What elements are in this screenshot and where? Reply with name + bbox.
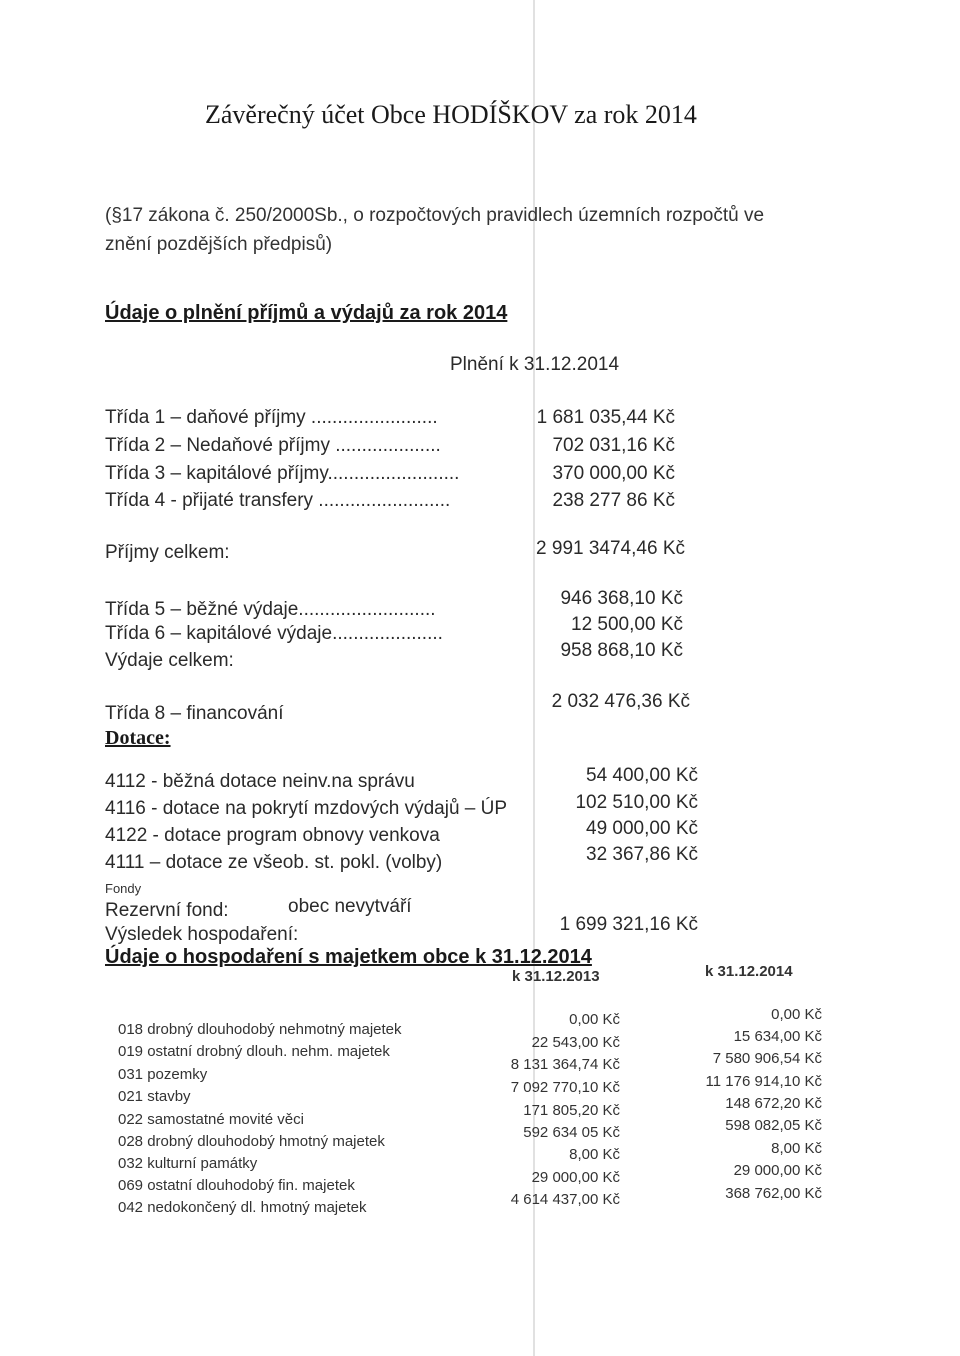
reserve-fund-text: obec nevytváří (288, 896, 412, 917)
asset-header-2013: k 31.12.2013 (512, 968, 600, 985)
class-1-value: 1 681 035,44 Kč (536, 407, 675, 428)
class-4-label: Třída 4 - přijaté transfery ......................... (105, 490, 451, 511)
class-2-label: Třída 2 – Nedaňové příjmy .................... (105, 435, 441, 456)
class-3-value: 370 000,00 Kč (552, 463, 675, 484)
expense-class-5-label: Třída 5 – běžné výdaje.......................... (105, 599, 436, 620)
financing-value: 2 032 476,36 Kč (551, 691, 690, 712)
asset-069-2013: 29 000,00 Kč (531, 1169, 620, 1186)
dotace-4116-value: 102 510,00 Kč (575, 792, 698, 813)
expense-class-5-value: 946 368,10 Kč (560, 588, 683, 609)
asset-031-2014: 7 580 906,54 Kč (712, 1050, 822, 1067)
asset-028-label: 028 drobný dlouhodobý hmotný majetek (118, 1133, 385, 1150)
asset-022-2014: 148 672,20 Kč (725, 1095, 822, 1112)
asset-028-2013: 592 634 05 Kč (523, 1124, 620, 1141)
expense-class-6-label: Třída 6 – kapitálové výdaje..................... (105, 623, 443, 644)
asset-069-2014: 29 000,00 Kč (733, 1162, 822, 1179)
financing-label: Třída 8 – financování (105, 703, 284, 724)
result-value: 1 699 321,16 Kč (559, 914, 698, 935)
subtitle-line-2: znění pozdějších předpisů) (105, 234, 333, 255)
class-4-value: 238 277 86 Kč (552, 490, 675, 511)
reserve-fund-label: Rezervní fond: (105, 900, 229, 921)
asset-018-2013: 0,00 Kč (569, 1011, 620, 1028)
asset-032-2014: 8,00 Kč (771, 1140, 822, 1157)
class-3-label: Třída 3 – kapitálové příjmy......................... (105, 463, 460, 484)
dotace-heading: Dotace: (105, 727, 171, 749)
result-label: Výsledek hospodaření: (105, 924, 299, 945)
income-total-label: Příjmy celkem: (105, 542, 230, 563)
asset-021-2014: 11 176 914,10 Kč (705, 1073, 822, 1090)
dotace-4116-label: 4116 - dotace na pokrytí mzdových výdajů – ÚP (105, 798, 508, 819)
asset-032-2013: 8,00 Kč (569, 1146, 620, 1163)
class-2-value: 702 031,16 Kč (552, 435, 675, 456)
asset-header-2014: k 31.12.2014 (705, 963, 793, 980)
asset-022-label: 022 samostatné movité věci (118, 1111, 304, 1128)
plneni-header: Plnění k 31.12.2014 (450, 354, 620, 375)
expense-class-6-value: 12 500,00 Kč (571, 614, 683, 635)
asset-042-label: 042 nedokončený dl. hmotný majetek (118, 1199, 367, 1216)
expenses-total-label: Výdaje celkem: (105, 650, 234, 671)
section-heading-income: Údaje o plnění příjmů a výdajů za rok 2014 (105, 302, 508, 324)
asset-021-2013: 7 092 770,10 Kč (510, 1079, 620, 1096)
asset-019-2014: 15 634,00 Kč (733, 1028, 822, 1045)
dotace-4112-label: 4112 - běžná dotace neinv.na správu (105, 771, 415, 792)
expenses-total-value: 958 868,10 Kč (560, 640, 683, 661)
asset-042-2013: 4 614 437,00 Kč (510, 1191, 620, 1208)
dotace-4122-value: 49 000,00 Kč (586, 818, 698, 839)
asset-069-label: 069 ostatní dlouhodobý fin. majetek (118, 1177, 355, 1194)
asset-018-2014: 0,00 Kč (771, 1006, 822, 1023)
asset-031-2013: 8 131 364,74 Kč (510, 1056, 620, 1073)
subtitle-line-1: (§17 zákona č. 250/2000Sb., o rozpočtových pravidlech územních rozpočtů ve (105, 205, 765, 226)
asset-019-label: 019 ostatní drobný dlouh. nehm. majetek (118, 1043, 390, 1060)
asset-022-2013: 171 805,20 Kč (523, 1102, 620, 1119)
dotace-4112-value: 54 400,00 Kč (586, 765, 698, 786)
section-heading-assets: Údaje o hospodaření s majetkem obce k 31.12.2014 (105, 946, 592, 968)
asset-042-2014: 368 762,00 Kč (725, 1185, 822, 1202)
income-total-value: 2 991 3474,46 Kč (536, 538, 685, 559)
asset-031-label: 031 pozemky (118, 1066, 208, 1083)
dotace-4111-value: 32 367,86 Kč (586, 844, 698, 865)
asset-018-label: 018 drobný dlouhodobý nehmotný majetek (118, 1021, 402, 1038)
page-title: Závěrečný účet Obce HODÍŠKOV za rok 2014 (205, 100, 697, 129)
asset-028-2014: 598 082,05 Kč (725, 1117, 822, 1134)
asset-021-label: 021 stavby (118, 1088, 191, 1105)
dotace-4111-label: 4111 – dotace ze všeob. st. pokl. (volby) (105, 852, 443, 873)
class-1-label: Třída 1 – daňové příjmy ........................ (105, 407, 438, 428)
dotace-4122-label: 4122 - dotace program obnovy venkova (105, 825, 440, 846)
asset-032-label: 032 kulturní památky (118, 1155, 258, 1172)
asset-019-2013: 22 543,00 Kč (531, 1034, 620, 1051)
fondy-label: Fondy (105, 881, 142, 896)
